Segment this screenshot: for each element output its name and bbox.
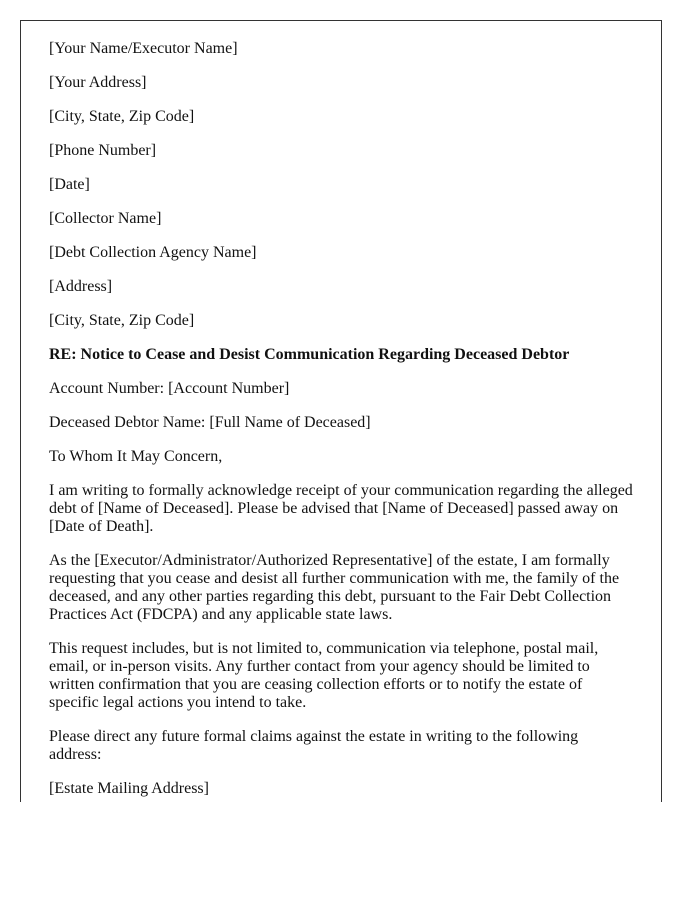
recipient-agency-name: [Debt Collection Agency Name]: [49, 244, 257, 261]
estate-mailing-address: [Estate Mailing Address]: [49, 780, 209, 797]
recipient-address: [Address]: [49, 278, 113, 295]
sender-block: [49, 40, 633, 194]
deceased-name-line: Deceased Debtor Name: [Full Name of Deceased]: [49, 414, 371, 431]
salutation: To Whom It May Concern,: [49, 448, 223, 465]
letter-date: [Date]: [49, 176, 90, 193]
recipient-collector-name: [Collector Name]: [49, 210, 162, 227]
body-paragraph-1: I am writing to formally acknowledge receipt of your communication regarding the alleged debt of [Name of Deceased]. Please be advised that [Name of Deceased] passed away on [Date of Death].: [49, 482, 633, 535]
body-paragraph-2: As the [Executor/Administrator/Authorized Representative] of the estate, I am formally requesting that you cease and desist all further communication with me, the family of the deceased, and any other parties regarding this debt, pursuant to the Fair Debt Collection Practices Act (FDCPA) and any applicable state laws.: [49, 552, 620, 623]
sender-phone: [Phone Number]: [49, 142, 157, 159]
sender-address: [Your Address]: [49, 74, 147, 91]
page-viewport: [20, 20, 662, 802]
recipient-block: [49, 210, 633, 330]
recipient-city-state-zip: [City, State, Zip Code]: [49, 312, 195, 329]
body-paragraph-4: Please direct any future formal claims against the estate in writing to the following address:: [49, 728, 579, 763]
letter-page: [20, 20, 662, 802]
account-number-line: Account Number: [Account Number]: [49, 380, 290, 397]
sender-name: [Your Name/Executor Name]: [49, 40, 238, 57]
body-paragraph-3: This request includes, but is not limited to, communication via telephone, postal mail, email, or in-person visits. Any further contact from your agency should be limited to written confirmation that you are ceasing collection efforts or to notify the estate of specific legal actions you intend to take.: [49, 640, 599, 711]
subject-line: RE: Notice to Cease and Desist Communication Regarding Deceased Debtor: [49, 346, 570, 363]
sender-city-state-zip: [City, State, Zip Code]: [49, 108, 195, 125]
